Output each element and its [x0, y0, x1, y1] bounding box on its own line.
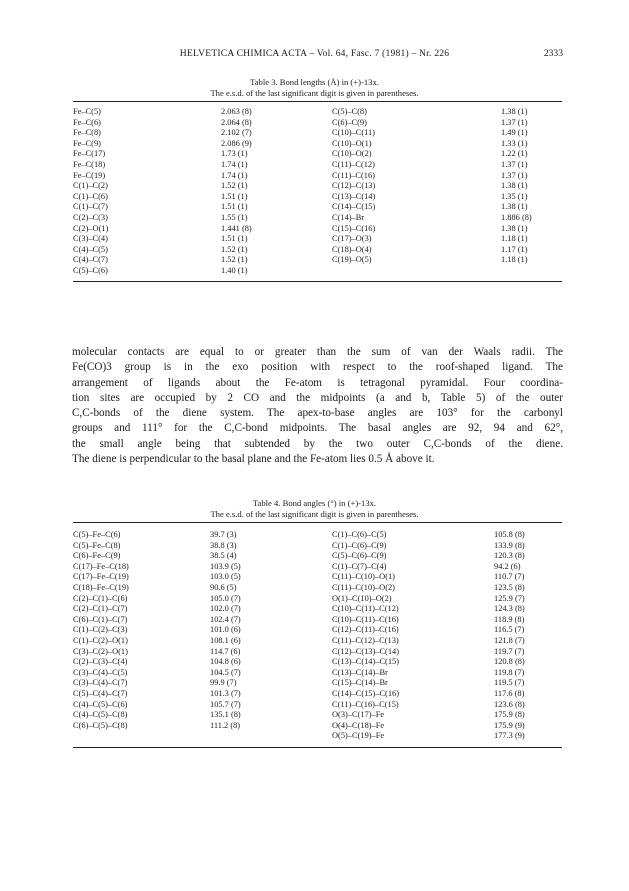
left-bond-value: 111.2 (8): [210, 720, 241, 730]
right-bond-label: C(10)–C(11)–C(16): [332, 614, 399, 624]
right-bond-label: C(17)–O(3): [332, 234, 372, 244]
left-bond-label: C(5)–Fe–C(8): [73, 540, 121, 550]
left-bond-value: 1.74 (1): [221, 170, 248, 180]
table4-row: [73, 572, 562, 583]
text-line: the small angle being that subtended by the two outer C,C-bonds of the diene.: [72, 437, 563, 450]
right-bond-value: 175.9 (9): [494, 720, 525, 730]
right-bond-value: 94.2 (6): [494, 561, 521, 571]
body-paragraph: [72, 345, 563, 467]
left-bond-label: C(1)–C(6): [73, 191, 108, 201]
left-bond-value: 1.74 (1): [221, 159, 248, 169]
right-bond-label: C(15)–C(16): [332, 223, 376, 233]
text-line: The diene is perpendicular to the basal plane and the Fe-atom lies 0.5 Å above it.: [72, 453, 435, 466]
left-bond-label: C(6)–C(5)–C(8): [73, 720, 128, 730]
page-number: 2333: [543, 48, 563, 59]
left-bond-value: 105.0 (7): [210, 593, 241, 603]
right-bond-label: C(14)–C(15)–C(16): [332, 688, 399, 698]
table4-note: The e.s.d. of the last significant digit is given in parentheses.: [210, 509, 419, 519]
table4-row: [73, 615, 562, 626]
right-bond-value: 119.7 (7): [494, 646, 525, 656]
table4-body: [73, 530, 562, 742]
left-bond-label: C(2)–C(3)–C(4): [73, 657, 128, 667]
text-line: groups and 111° for the C,C-bond midpoints. The basal angles are 92, 94 and 62°,: [72, 422, 563, 435]
left-bond-value: 103.0 (5): [210, 572, 241, 582]
table3-note: The e.s.d. of the last significant digit is given in parentheses.: [210, 88, 419, 98]
right-bond-label: O(3)–C(17)–Fe: [332, 710, 385, 720]
right-bond-label: C(6)–C(9): [332, 117, 367, 127]
right-bond-value: 121.8 (7): [494, 635, 525, 645]
left-bond-value: 1.51 (1): [221, 234, 248, 244]
left-bond-value: 99.9 (7): [210, 678, 237, 688]
left-bond-value: 90.6 (5): [210, 582, 237, 592]
left-bond-value: 108.1 (6): [210, 635, 241, 645]
right-bond-label: C(13)–C(14): [332, 191, 376, 201]
left-bond-label: C(3)–C(4)–C(7): [73, 678, 128, 688]
left-bond-value: 105.7 (7): [210, 699, 241, 709]
left-bond-value: 2.086 (9): [221, 138, 252, 148]
table3-row: [73, 128, 562, 139]
table3-row: [73, 118, 562, 129]
right-bond-value: 120.3 (8): [494, 551, 525, 561]
right-bond-value: 1.38 (1): [501, 223, 528, 233]
left-bond-label: C(5)–C(6): [73, 265, 108, 275]
right-bond-value: 175.9 (8): [494, 710, 525, 720]
left-bond-label: C(3)–C(4)–C(5): [73, 667, 128, 677]
left-bond-value: 38.8 (3): [210, 540, 237, 550]
table3-row: [73, 224, 562, 235]
left-bond-label: Fe–C(9): [73, 138, 101, 148]
left-bond-label: C(4)–C(5)–C(6): [73, 699, 128, 709]
right-bond-value: 119.8 (7): [494, 667, 525, 677]
right-bond-value: 1.18 (1): [501, 255, 528, 265]
left-bond-label: C(3)–C(4): [73, 234, 108, 244]
right-bond-value: 1.49 (1): [501, 128, 528, 138]
right-bond-label: C(14)–C(15): [332, 202, 376, 212]
left-bond-label: C(1)–C(2)–C(3): [73, 625, 128, 635]
left-bond-label: Fe–C(5): [73, 107, 101, 116]
left-bond-label: C(2)–C(1)–C(6): [73, 593, 128, 603]
left-bond-label: Fe–C(6): [73, 117, 101, 127]
right-bond-value: 124.3 (8): [494, 604, 525, 614]
right-bond-label: O(5)–C(19)–Fe: [332, 731, 385, 741]
table3-row: [73, 160, 562, 171]
right-bond-label: C(11)–C(10)–O(1): [332, 572, 395, 582]
left-bond-value: 135.1 (8): [210, 710, 241, 720]
left-bond-label: C(5)–Fe–C(6): [73, 530, 121, 539]
left-bond-label: Fe–C(18): [73, 159, 106, 169]
table4-caption: Table 4. Bond angles (°) in (+)-13x.: [252, 498, 377, 508]
table4-row: [73, 710, 562, 721]
right-bond-value: 177.3 (9): [494, 731, 525, 741]
left-bond-label: C(17)–Fe–C(19): [73, 572, 129, 582]
right-bond-label: O(4)–C(18)–Fe: [332, 720, 385, 730]
right-bond-label: C(12)–C(13)–C(14): [332, 646, 399, 656]
left-bond-value: 1.73 (1): [221, 149, 248, 159]
table3-row: [73, 181, 562, 192]
right-bond-value: 1.18 (1): [501, 234, 528, 244]
right-bond-label: C(12)–C(11)–C(16): [332, 625, 399, 635]
left-bond-value: 1.40 (1): [221, 265, 248, 275]
table4-row: [73, 604, 562, 615]
left-bond-label: C(6)–Fe–C(9): [73, 551, 121, 561]
left-bond-label: C(3)–C(2)–O(1): [73, 646, 128, 656]
right-bond-value: 1.37 (1): [501, 170, 528, 180]
right-bond-label: C(11)–C(16): [332, 170, 375, 180]
right-bond-label: C(18)–O(4): [332, 244, 372, 254]
right-bond-label: C(19)–O(5): [332, 255, 372, 265]
table3-row: [73, 192, 562, 203]
left-bond-value: 39.7 (3): [210, 530, 237, 539]
left-bond-value: 1.52 (1): [221, 244, 248, 254]
left-bond-label: C(1)–C(7): [73, 202, 108, 212]
left-bond-value: 104.5 (7): [210, 667, 241, 677]
table4-row: [73, 594, 562, 605]
right-bond-value: 1.37 (1): [501, 117, 528, 127]
left-bond-label: C(18)–Fe–C(19): [73, 582, 129, 592]
running-header: [0, 48, 629, 62]
table3-top-rule: [73, 101, 562, 102]
table4-top-rule: [73, 522, 562, 523]
left-bond-value: 101.3 (7): [210, 688, 241, 698]
table4-row: [73, 530, 562, 541]
right-bond-value: 119.5 (7): [494, 678, 525, 688]
table3-row: [73, 245, 562, 256]
left-bond-label: C(4)–C(5): [73, 244, 108, 254]
right-bond-label: C(11)–C(10)–O(2): [332, 582, 395, 592]
table3-row: [73, 266, 562, 277]
table4-row: [73, 678, 562, 689]
left-bond-label: C(1)–C(2): [73, 181, 108, 191]
right-bond-value: 1.33 (1): [501, 138, 528, 148]
right-bond-value: 120.8 (8): [494, 657, 525, 667]
left-bond-value: 103.9 (5): [210, 561, 241, 571]
left-bond-label: C(1)–C(2)–O(1): [73, 635, 128, 645]
right-bond-label: C(5)–C(8): [332, 107, 367, 116]
table4-row: [73, 700, 562, 711]
table4-row: [73, 636, 562, 647]
left-bond-value: 101.0 (6): [210, 625, 241, 635]
table3-body: [73, 107, 562, 277]
right-bond-label: C(10)–C(11)–C(12): [332, 604, 399, 614]
right-bond-value: 1.17 (1): [501, 244, 528, 254]
right-bond-label: C(1)–C(6)–C(5): [332, 530, 387, 539]
right-bond-label: C(12)–C(13): [332, 181, 376, 191]
right-bond-value: 1.37 (1): [501, 159, 528, 169]
table4-row: [73, 657, 562, 668]
table4-row: [73, 551, 562, 562]
left-bond-value: 102.0 (7): [210, 604, 241, 614]
text-line: Fe(CO)3 group is in the exo position with respect to the roof-shaped ligand. The: [72, 361, 563, 374]
right-bond-label: C(11)–C(12)–C(13): [332, 635, 399, 645]
right-bond-value: 1.38 (1): [501, 107, 528, 116]
left-bond-label: C(17)–Fe–C(18): [73, 561, 129, 571]
text-line: arrangement of ligands about the Fe-atom is tetragonal pyramidal. Four coordina-: [72, 376, 563, 389]
table3-row: [73, 149, 562, 160]
left-bond-label: Fe–C(8): [73, 128, 101, 138]
left-bond-label: C(2)–C(1)–C(7): [73, 604, 128, 614]
table4-row: [73, 562, 562, 573]
left-bond-label: C(6)–C(1)–C(7): [73, 614, 128, 624]
right-bond-label: O(1)–C(10)–O(2): [332, 593, 392, 603]
right-bond-value: 133.9 (8): [494, 540, 525, 550]
left-bond-value: 102.4 (7): [210, 614, 241, 624]
left-bond-value: 1.52 (1): [221, 255, 248, 265]
right-bond-value: 123.6 (8): [494, 699, 525, 709]
right-bond-value: 110.7 (7): [494, 572, 525, 582]
table4-row: [73, 731, 562, 742]
right-bond-label: C(10)–C(11): [332, 128, 375, 138]
left-bond-label: C(4)–C(7): [73, 255, 108, 265]
text-line: C,C-bonds of the diene system. The apex-to-base angles are 103° for the carbonyl: [72, 407, 563, 420]
table4-row: [73, 647, 562, 658]
table4-bottom-rule: [73, 747, 562, 748]
left-bond-label: Fe–C(19): [73, 170, 106, 180]
right-bond-value: 118.9 (8): [494, 614, 525, 624]
table4-row: [73, 583, 562, 594]
table4-row: [73, 689, 562, 700]
left-bond-label: C(2)–C(3): [73, 212, 108, 222]
text-line: molecular contacts are equal to or greater than the sum of van der Waals radii. The: [72, 346, 563, 358]
right-bond-label: C(13)–C(14)–Br: [332, 667, 388, 677]
right-bond-value: 1.22 (1): [501, 149, 528, 159]
right-bond-label: C(10)–O(2): [332, 149, 372, 159]
right-bond-value: 116.5 (7): [494, 625, 525, 635]
left-bond-label: C(2)–O(1): [73, 223, 109, 233]
left-bond-value: 1.51 (1): [221, 191, 248, 201]
left-bond-value: 1.441 (8): [221, 223, 252, 233]
right-bond-label: C(15)–C(14)–Br: [332, 678, 388, 688]
table3-row: [73, 139, 562, 150]
journal-header: HELVETICA CHIMICA ACTA – Vol. 64, Fasc. 7 (1981) – Nr. 226: [179, 48, 450, 59]
left-bond-value: 114.7 (6): [210, 646, 241, 656]
left-bond-value: 1.55 (1): [221, 212, 248, 222]
table3-row: [73, 202, 562, 213]
right-bond-value: 1.38 (1): [501, 181, 528, 191]
right-bond-value: 123.5 (8): [494, 582, 525, 592]
table3-caption: Table 3. Bond lengths (Å) in (+)-13x.: [250, 77, 379, 87]
left-bond-label: C(4)–C(5)–C(8): [73, 710, 128, 720]
table3-row: [73, 255, 562, 266]
right-bond-value: 1.35 (1): [501, 191, 528, 201]
left-bond-value: 2.102 (7): [221, 128, 252, 138]
table3-row: [73, 234, 562, 245]
table3-bottom-rule: [73, 281, 562, 282]
left-bond-value: 1.52 (1): [221, 181, 248, 191]
right-bond-label: C(1)–C(6)–C(9): [332, 540, 387, 550]
right-bond-value: 125.9 (7): [494, 593, 525, 603]
left-bond-value: 104.8 (6): [210, 657, 241, 667]
right-bond-label: C(1)–C(7)–C(4): [332, 561, 387, 571]
left-bond-label: C(5)–C(4)–C(7): [73, 688, 128, 698]
right-bond-label: C(13)–C(14)–C(15): [332, 657, 399, 667]
right-bond-label: C(5)–C(6)–C(9): [332, 551, 387, 561]
left-bond-value: 38.5 (4): [210, 551, 237, 561]
right-bond-label: C(11)–C(16)–C(15): [332, 699, 399, 709]
left-bond-value: 2.063 (8): [221, 107, 252, 116]
table3-row: [73, 171, 562, 182]
table3-row: [73, 213, 562, 224]
right-bond-value: 1.886 (8): [501, 212, 532, 222]
left-bond-label: Fe–C(17): [73, 149, 106, 159]
table4-row: [73, 541, 562, 552]
right-bond-label: C(10)–O(1): [332, 138, 372, 148]
text-line: tion sites are occupied by 2 CO and the midpoints (a and b, Table 5) of the outer: [72, 391, 563, 404]
left-bond-value: 2.064 (8): [221, 117, 252, 127]
left-bond-value: 1.51 (1): [221, 202, 248, 212]
right-bond-value: 117.6 (8): [494, 688, 525, 698]
table4-row: [73, 668, 562, 679]
right-bond-label: C(11)–C(12): [332, 159, 375, 169]
table3-row: [73, 107, 562, 118]
table4-row: [73, 625, 562, 636]
right-bond-value: 105.8 (8): [494, 530, 525, 539]
right-bond-label: C(14)–Br: [332, 212, 365, 222]
table4-row: [73, 721, 562, 732]
right-bond-value: 1.38 (1): [501, 202, 528, 212]
